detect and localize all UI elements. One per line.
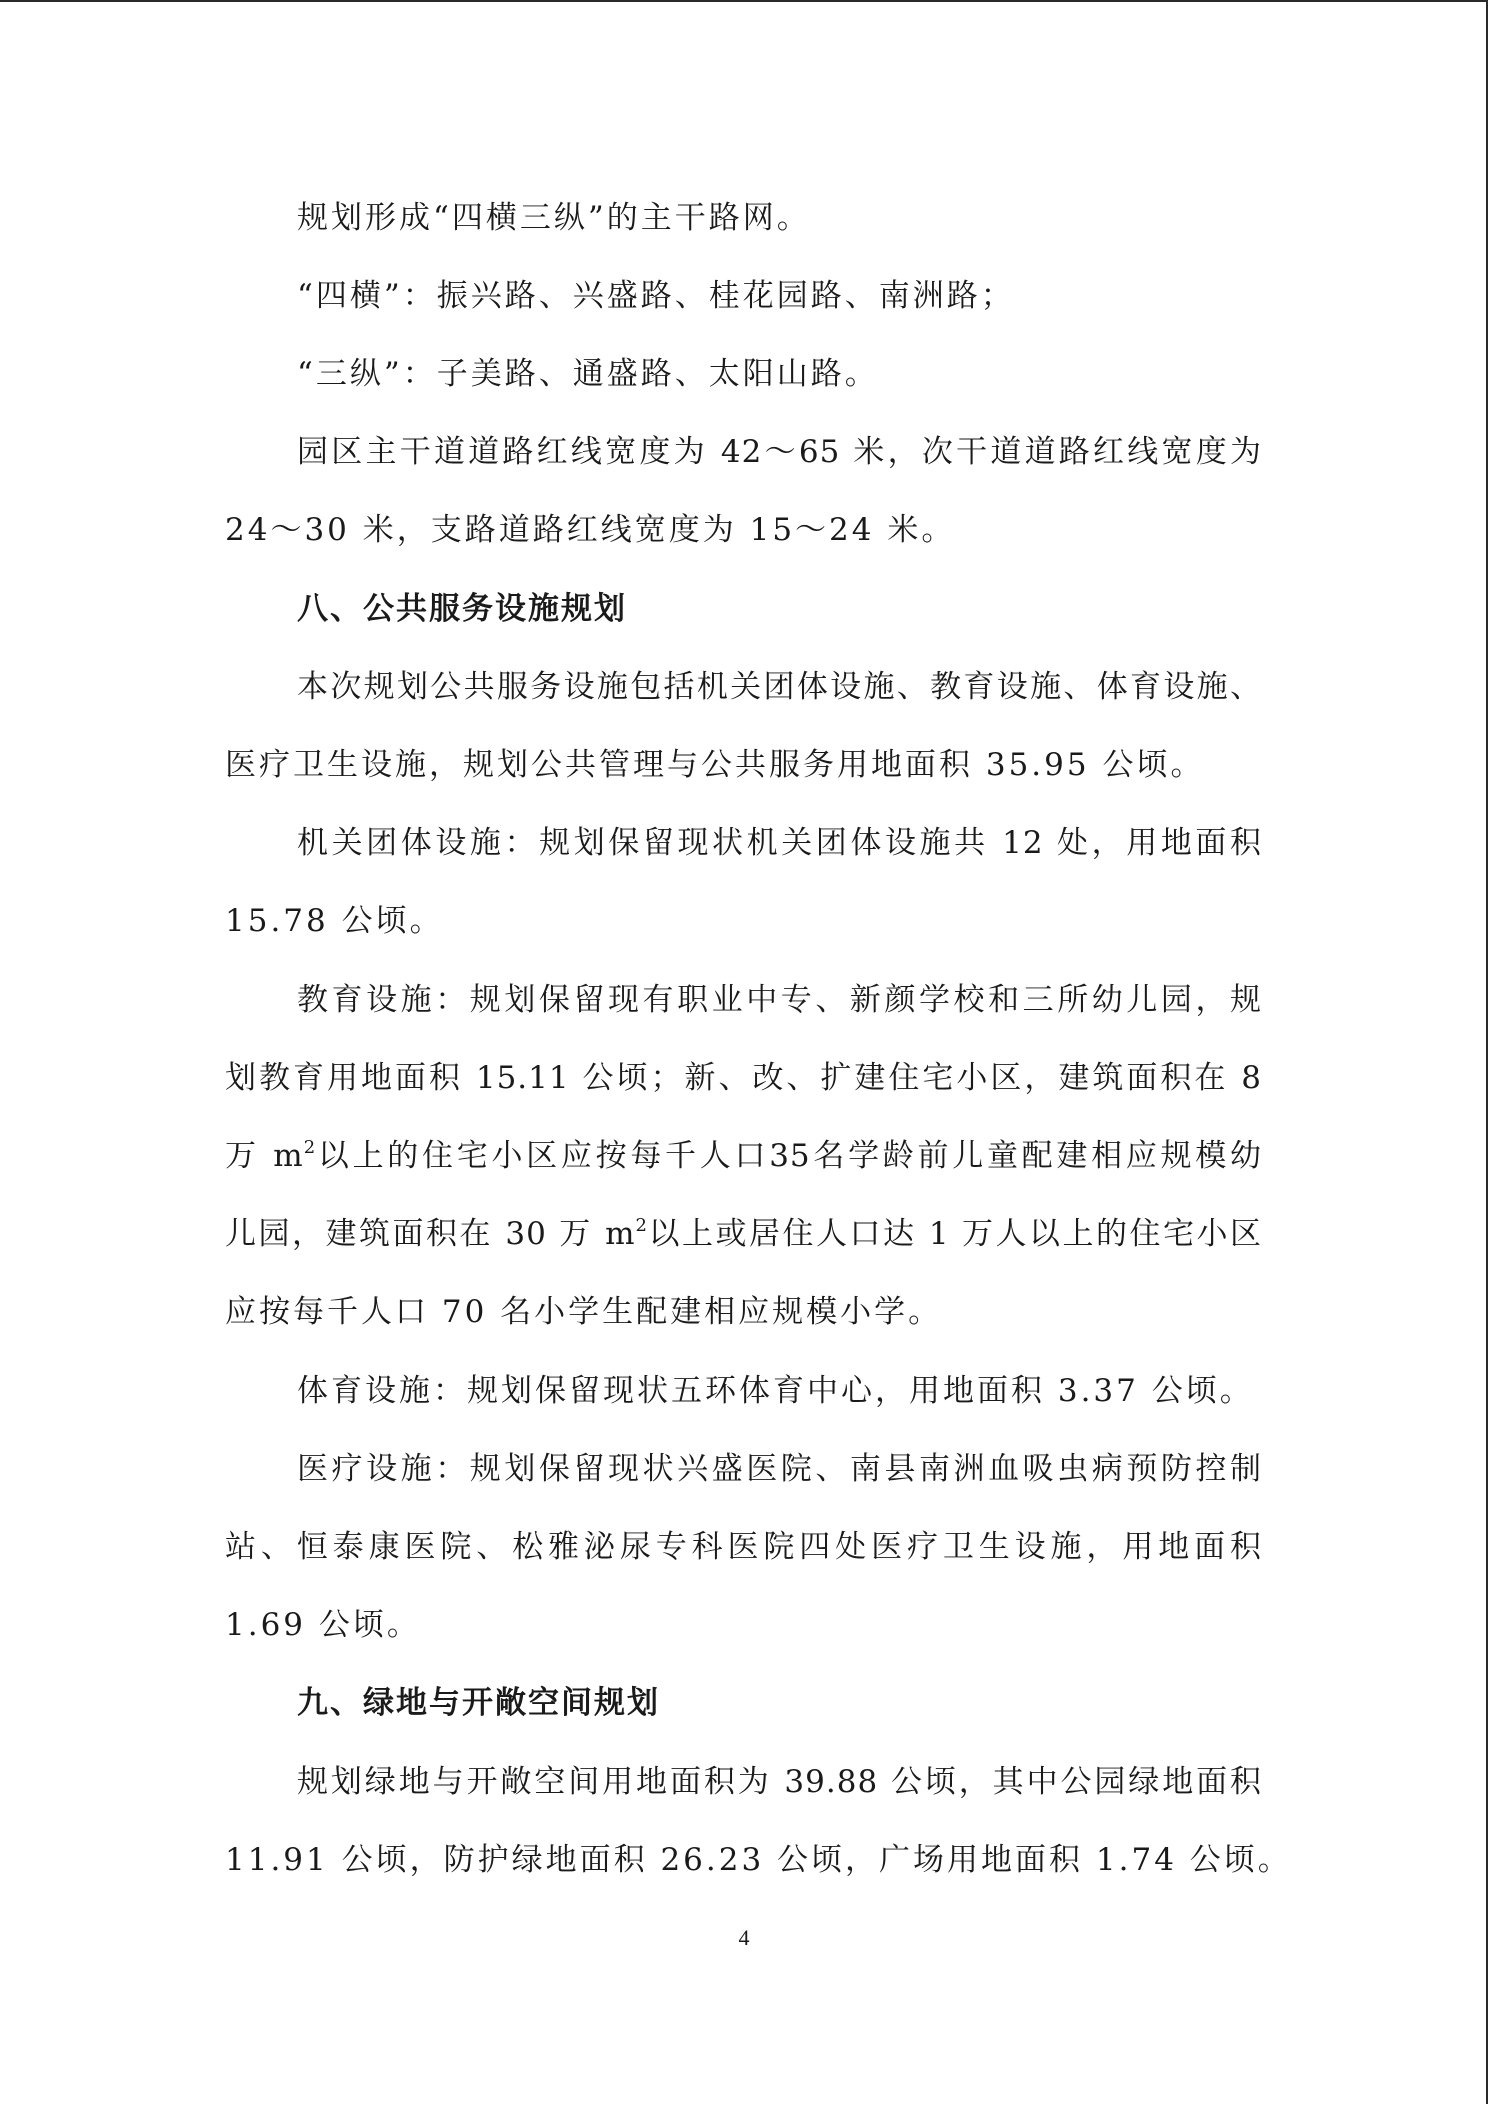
paragraph-road-widths-line-2: 24～30 米，支路道路红线宽度为 15～24 米。 [225, 512, 956, 548]
paragraph-green-space-line-2: 11.91 公顷，防护绿地面积 26.23 公顷，广场用地面积 1.74 公顷。 [225, 1842, 1292, 1878]
paragraph-sports-facilities: 体育设施：规划保留现状五环体育中心，用地面积 3.37 公顷。 [297, 1373, 1254, 1409]
paragraph-government-facilities-line-1: 机关团体设施：规划保留现状机关团体设施共 12 处，用地面积 [297, 825, 1262, 861]
paragraph-government-facilities-line-2: 15.78 公顷。 [225, 903, 444, 939]
paragraph-education-line-3 [225, 1136, 1262, 1176]
education-line-4-end: 以上或居住人口达 1 万人以上的住宅小区 [646, 1216, 1262, 1252]
paragraph-education-line-1: 教育设施：规划保留现有职业中专、新颜学校和三所幼儿园，规 [297, 982, 1262, 1018]
paragraph-road-network-intro: 规划形成“四横三纵”的主干路网。 [297, 200, 811, 236]
paragraph-green-space-line-1: 规划绿地与开敞空间用地面积为 39.88 公顷，其中公园绿地面积 [297, 1764, 1262, 1800]
paragraph-public-services-line-1: 本次规划公共服务设施包括机关团体设施、教育设施、体育设施、 [297, 669, 1262, 705]
paragraph-medical-facilities-line-1: 医疗设施：规划保留现状兴盛医院、南县南洲血吸虫病预防控制 [297, 1451, 1262, 1487]
section-heading-public-services: 八、公共服务设施规划 [297, 591, 627, 627]
education-line-3-end: 以上的住宅小区应按每千人口35名学龄前儿童配建相应规模幼 [315, 1138, 1262, 1174]
education-line-4-start: 儿园，建筑面积在 30 万 m [225, 1216, 636, 1252]
paragraph-road-widths-line-1: 园区主干道道路红线宽度为 42～65 米，次干道道路红线宽度为 [297, 434, 1262, 470]
paragraph-education-line-2: 划教育用地面积 15.11 公顷；新、改、扩建住宅小区，建筑面积在 8 [225, 1060, 1262, 1096]
paragraph-three-vertical: “三纵”：子美路、通盛路、太阳山路。 [297, 356, 879, 392]
page-border-top [0, 0, 1488, 2]
paragraph-education-line-4 [225, 1214, 1262, 1254]
section-heading-green-space: 九、绿地与开敞空间规划 [297, 1685, 660, 1721]
paragraph-medical-facilities-line-2: 站、恒泰康医院、松雅泌尿专科医院四处医疗卫生设施，用地面积 [225, 1529, 1262, 1565]
square-meter-superscript: 2 [303, 1137, 316, 1158]
paragraph-four-horizontal: “四横”：振兴路、兴盛路、桂花园路、南洲路； [297, 278, 1015, 314]
paragraph-education-line-5: 应按每千人口 70 名小学生配建相应规模小学。 [225, 1294, 943, 1330]
page-number: 4 [738, 1925, 750, 1950]
paragraph-public-services-line-2: 医疗卫生设施，规划公共管理与公共服务用地面积 35.95 公顷。 [225, 747, 1205, 783]
square-meter-superscript: 2 [635, 1215, 647, 1236]
education-line-3-start: 万 m [225, 1138, 304, 1174]
paragraph-medical-facilities-line-3: 1.69 公顷。 [225, 1607, 421, 1643]
